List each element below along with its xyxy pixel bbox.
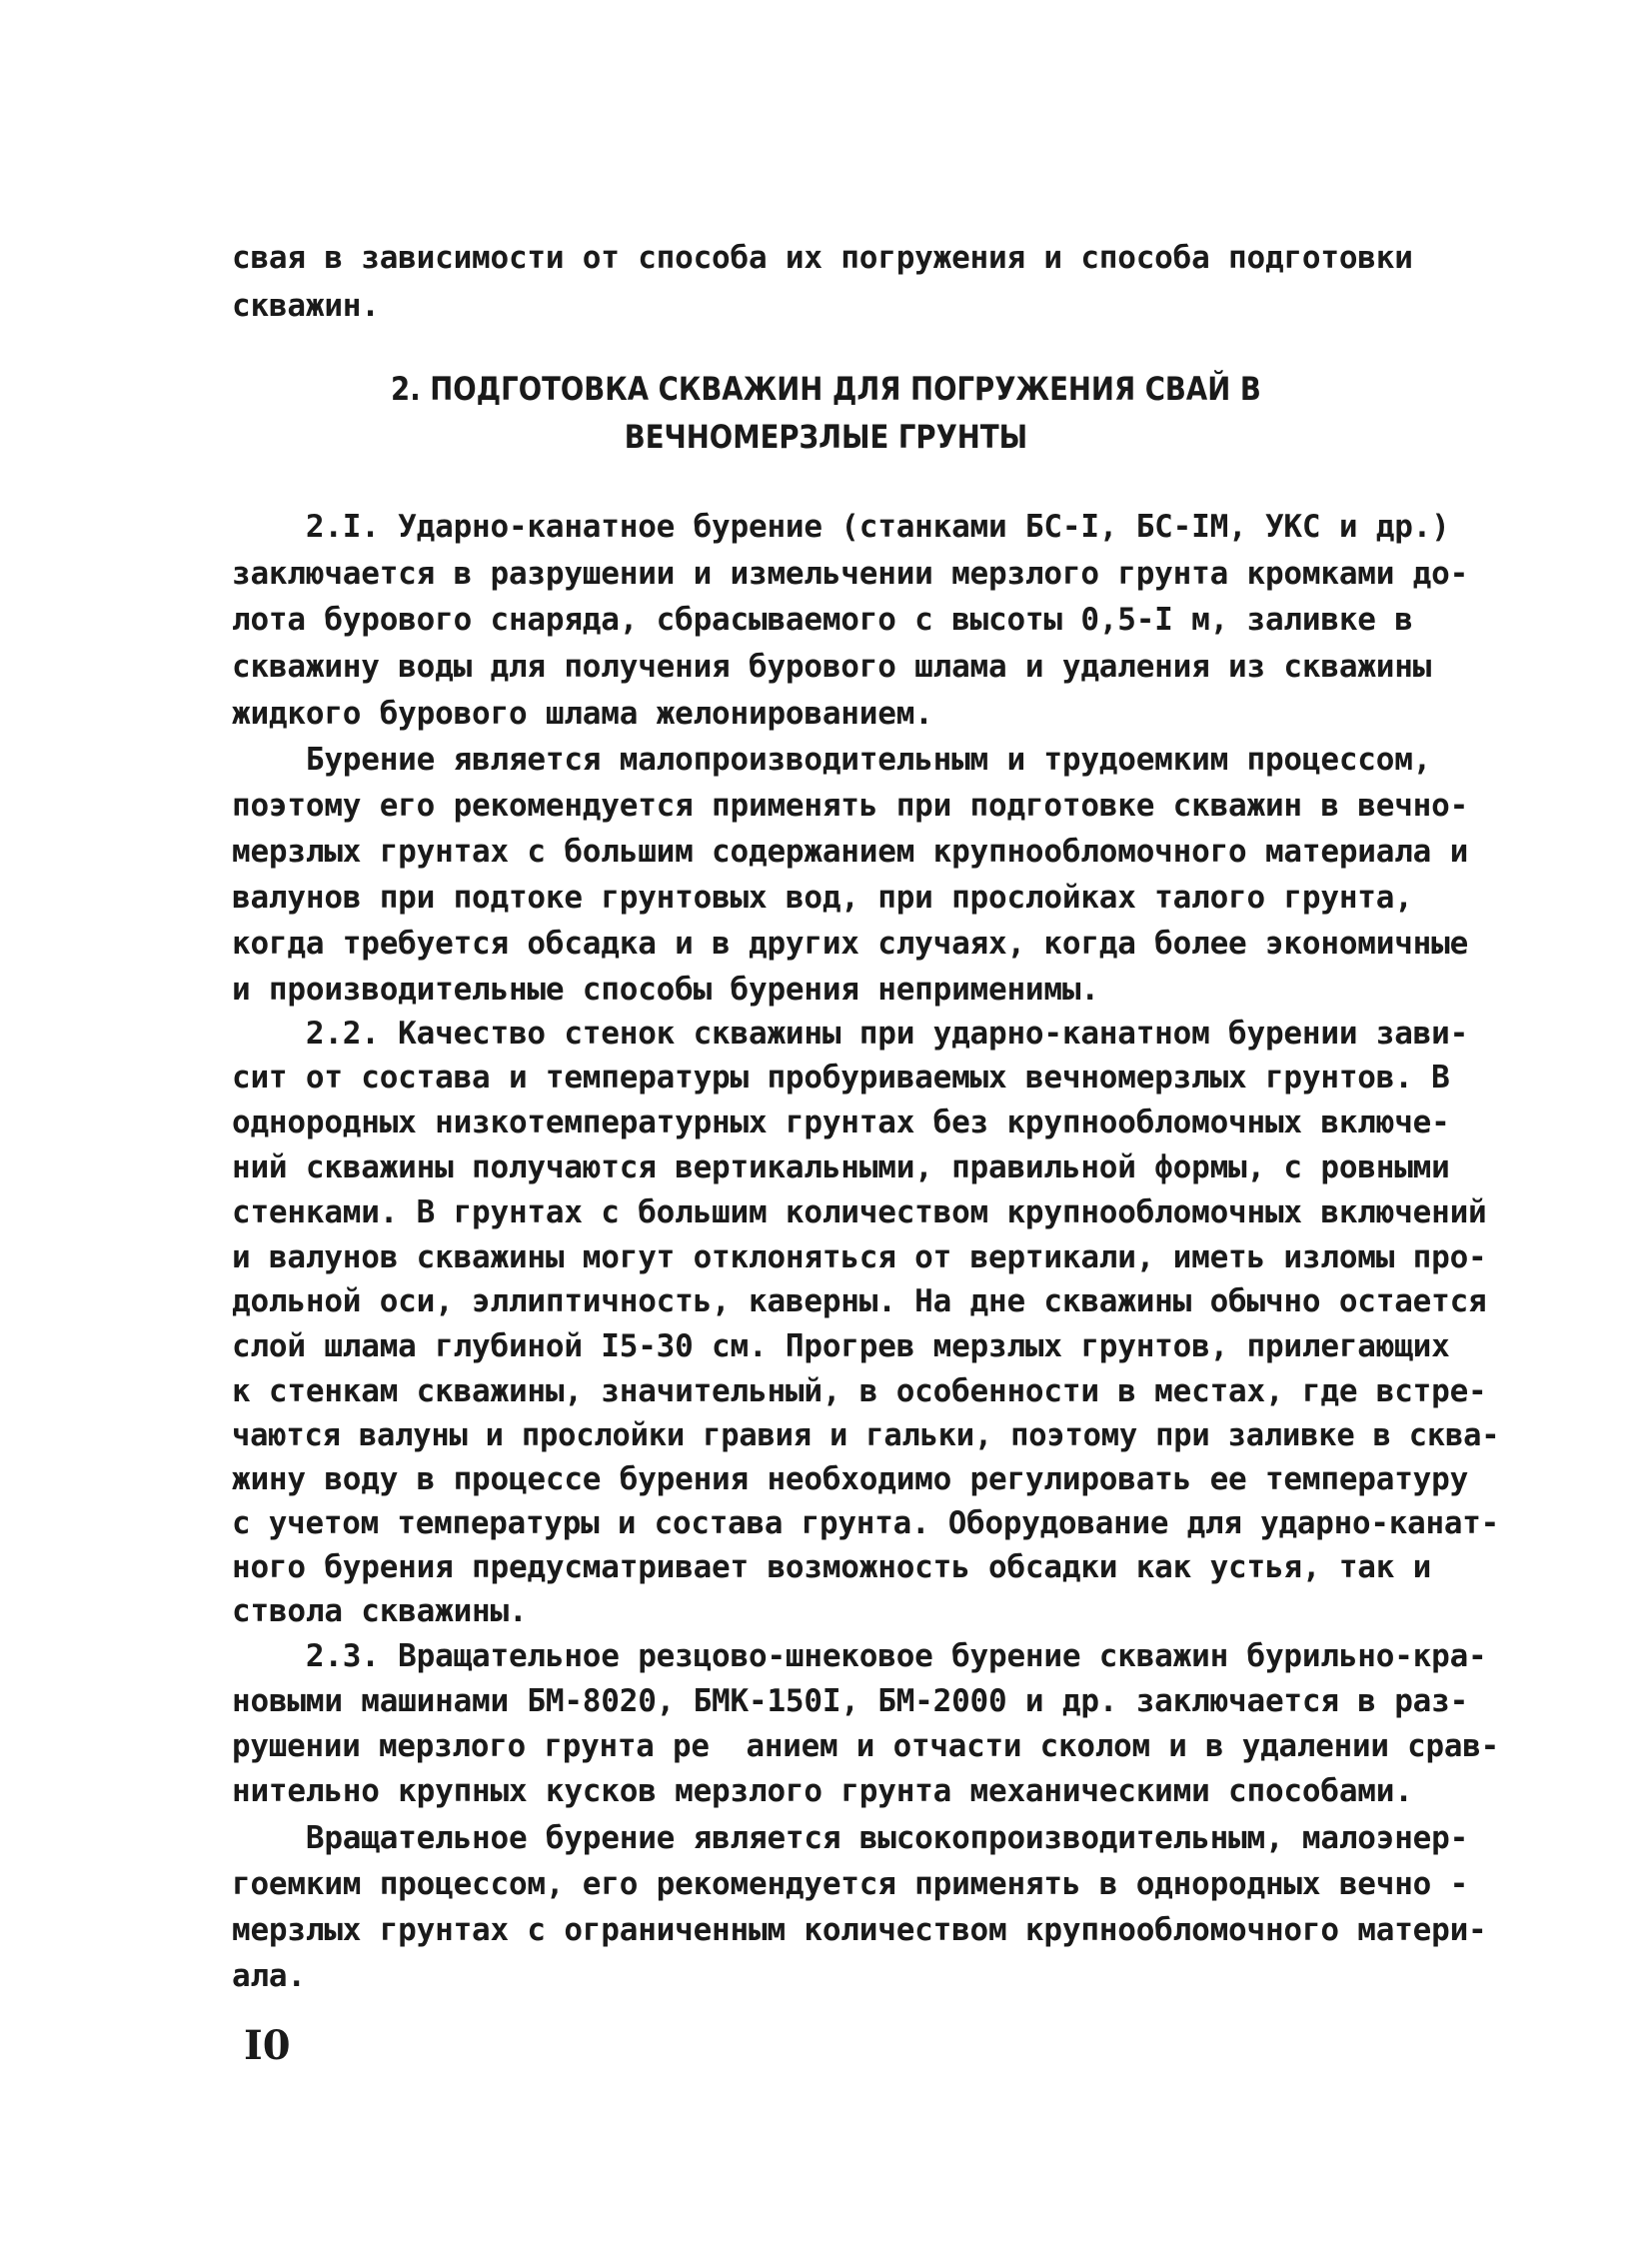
text-line: мерзлых грунтах с большим содержанием крупнообломочного материала и	[232, 834, 1469, 870]
text-line: чаются валуны и прослойки гравия и гальки, поэтому при заливке в сква-	[232, 1417, 1500, 1453]
text-line: 2.3. Вращательное резцово-шнековое бурение скважин бурильно-кра-	[232, 1638, 1487, 1674]
text-line: ний скважины получаются вертикальными, правильной формы, с ровными	[232, 1149, 1450, 1185]
text-line: ствола скважины.	[232, 1593, 528, 1629]
text-line: поэтому его рекомендуется применять при подготовке скважин в вечно-	[232, 788, 1469, 824]
text-line: жидкого бурового шлама желонированием.	[232, 696, 933, 732]
text-line: слой шлама глубиной I5-30 см. Прогрев мерзлых грунтов, прилегающих	[232, 1328, 1450, 1364]
section-title: 2. ПОДГОТОВКА СКВАЖИН ДЛЯ ПОГРУЖЕНИЯ СВАЙ В	[391, 370, 1261, 408]
text-line: 2.I. Ударно-канатное бурение (станками БС-I, БС-IМ, УКС и др.)	[232, 509, 1450, 545]
section-title: ВЕЧНОМЕРЗЛЫЕ ГРУНТЫ	[624, 418, 1028, 456]
text-line: ала.	[232, 1958, 306, 1994]
text-line: и производительные способы бурения неприменимы.	[232, 972, 1099, 1008]
text-line: к стенкам скважины, значительный, в особенности в местах, где встре-	[232, 1373, 1487, 1409]
text-line: свая в зависимости от способа их погружения и способа подготовки	[232, 240, 1413, 276]
text-line: сит от состава и температуры пробуриваемых вечномерзлых грунтов. В	[232, 1060, 1450, 1096]
text-line: дольной оси, эллиптичность, каверны. На дне скважины обычно остается	[232, 1283, 1487, 1319]
text-line: заключается в разрушении и измельчении мерзлого грунта кромками до-	[232, 556, 1469, 592]
text-line: валунов при подтоке грунтовых вод, при прослойках талого грунта,	[232, 880, 1413, 916]
text-line: стенками. В грунтах с большим количеством крупнообломочных включений	[232, 1194, 1487, 1230]
text-line: рушении мерзлого грунта ре анием и отчасти сколом и в удалении срав-	[232, 1728, 1500, 1764]
text-line: скважину воды для получения бурового шлама и удаления из скважины	[232, 649, 1432, 685]
text-line: Вращательное бурение является высокопроизводительным, малоэнер-	[232, 1820, 1469, 1856]
text-line: новыми машинами БМ-8020, БМК-150I, БМ-2000 и др. заключается в раз-	[232, 1683, 1469, 1719]
text-line: нительно крупных кусков мерзлого грунта механическими способами.	[232, 1773, 1413, 1809]
text-line: ного бурения предусматривает возможность обсадки как устья, так и	[232, 1549, 1432, 1585]
text-line: скважин.	[232, 288, 380, 324]
text-line: однородных низкотемпературных грунтах без крупнообломочных включе-	[232, 1105, 1450, 1140]
text-line: мерзлых грунтах с ограниченным количеством крупнообломочного матери-	[232, 1912, 1487, 1948]
text-line: и валунов скважины могут отклоняться от вертикали, иметь изломы про-	[232, 1239, 1487, 1275]
text-line: с учетом температуры и состава грунта. Оборудование для ударно-канат-	[232, 1505, 1500, 1541]
text-line: 2.2. Качество стенок скважины при ударно-канатном бурении зави-	[232, 1016, 1469, 1052]
text-line: когда требуется обсадка и в других случаях, когда более экономичные	[232, 926, 1469, 962]
text-line: гоемким процессом, его рекомендуется применять в однородных вечно -	[232, 1866, 1469, 1902]
page-number: I0	[244, 2022, 291, 2069]
text-line: Бурение является малопроизводительным и трудоемким процессом,	[232, 742, 1432, 778]
text-line: жину воду в процессе бурения необходимо регулировать ее температуру	[232, 1461, 1469, 1497]
text-line: лота бурового снаряда, сбрасываемого с высоты 0,5-I м, заливке в	[232, 602, 1413, 638]
